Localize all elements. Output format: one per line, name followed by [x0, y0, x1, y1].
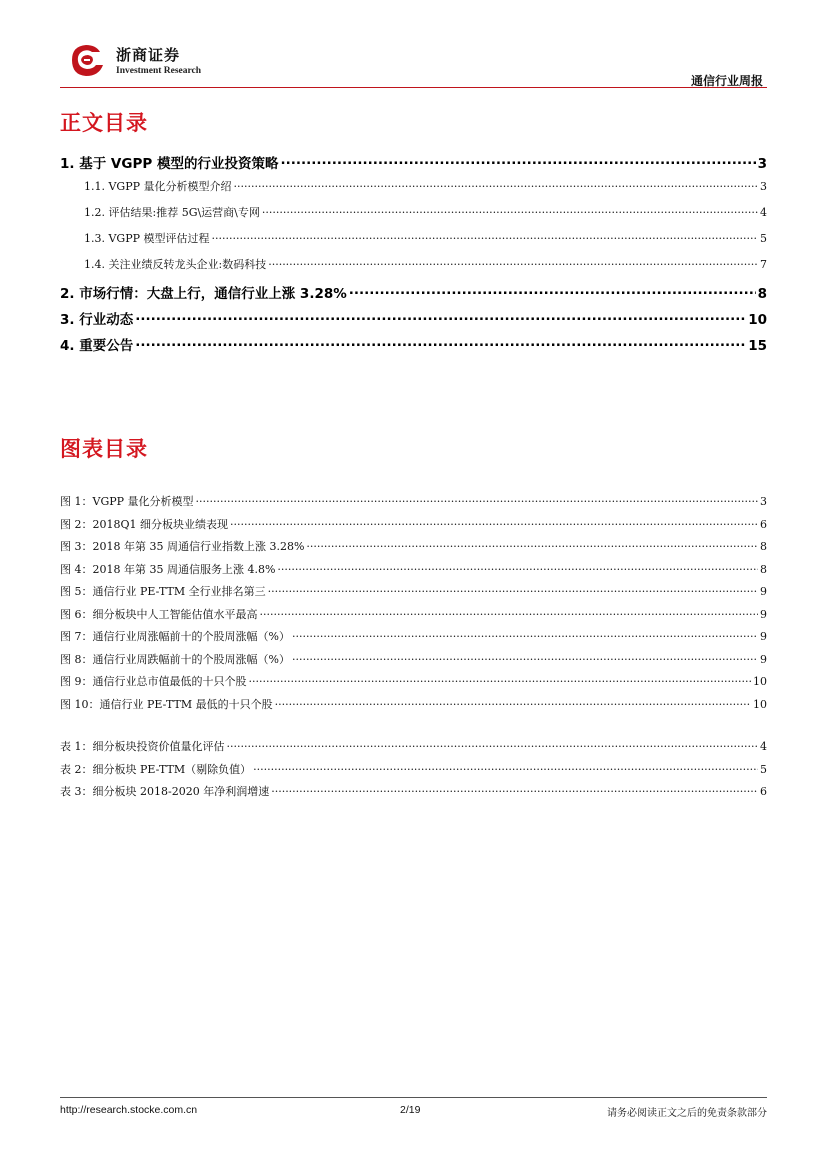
contents-list [60, 152, 767, 360]
chart-item[interactable]: 图 5：通信行业 PE-TTM 全行业排名第三 ..... 9 [60, 583, 767, 606]
chart-item[interactable]: 图 6：细分板块中人工智能估值水平最高 ..... 9 [60, 606, 767, 629]
chart-list [60, 493, 767, 718]
footer-divider [60, 1097, 767, 1098]
table-item[interactable]: 表 2：细分板块 PE-TTM（剔除负值） ..... 5 [60, 761, 767, 784]
chart-item[interactable]: 图 10：通信行业 PE-TTM 最低的十只个股 ..... 10 [60, 696, 767, 719]
toc-item[interactable]: 4. 重要公告 ..... 15 [60, 334, 767, 360]
toc-item[interactable]: 1.4. 关注业绩反转龙头企业:数码科技 ..... 7 [60, 256, 767, 282]
toc-item[interactable]: 1. 基于 VGPP 模型的行业投资策略 ..... 3 [60, 152, 767, 178]
company-name-en: Investment Research [116, 66, 202, 76]
page-number: 2/19 [400, 1104, 421, 1116]
table-item[interactable]: 表 3：细分板块 2018-2020 年净利润增速 ..... 6 [60, 783, 767, 806]
header-divider [60, 87, 767, 88]
figures-title: 图表目录 [60, 437, 148, 461]
contents-title: 正文目录 [60, 111, 148, 135]
page-header [60, 38, 767, 90]
chart-item[interactable]: 图 4：2018 年第 35 周通信服务上涨 4.8% ..... 8 [60, 561, 767, 584]
chart-item[interactable]: 图 3：2018 年第 35 周通信行业指数上涨 3.28% ..... 8 [60, 538, 767, 561]
chart-item[interactable]: 图 2：2018Q1 细分板块业绩表现 ..... 6 [60, 516, 767, 539]
chart-item[interactable]: 图 8：通信行业周跌幅前十的个股周涨幅（%） ..... 9 [60, 651, 767, 674]
chart-item[interactable]: 图 7：通信行业周涨幅前十的个股周涨幅（%） ..... 9 [60, 628, 767, 651]
company-name-cn: 浙商证券 [116, 46, 181, 64]
footer-url-link[interactable]: http://research.stocke.com.cn [60, 1104, 198, 1116]
table-list [60, 738, 767, 806]
chart-item[interactable]: 图 9：通信行业总市值最低的十只个股 ..... 10 [60, 673, 767, 696]
toc-item[interactable]: 1.1. VGPP 量化分析模型介绍 ..... 3 [60, 178, 767, 204]
toc-item[interactable]: 1.3. VGPP 模型评估过程 ..... 5 [60, 230, 767, 256]
report-type: 通信行业周报 [690, 74, 763, 88]
toc-item[interactable]: 2. 市场行情：大盘上行，通信行业上涨 3.28% ..... 8 [60, 282, 767, 308]
company-logo-icon [66, 40, 106, 80]
toc-item[interactable]: 1.2. 评估结果:推荐 5G\运营商\专网 ..... 4 [60, 204, 767, 230]
disclaimer-note: 请务必阅读正文之后的免责条款部分 [607, 1108, 767, 1119]
table-item[interactable]: 表 1：细分板块投资价值量化评估 ..... 4 [60, 738, 767, 761]
chart-item[interactable]: 图 1：VGPP 量化分析模型 ..... 3 [60, 493, 767, 516]
toc-item[interactable]: 3. 行业动态 ..... 10 [60, 308, 767, 334]
